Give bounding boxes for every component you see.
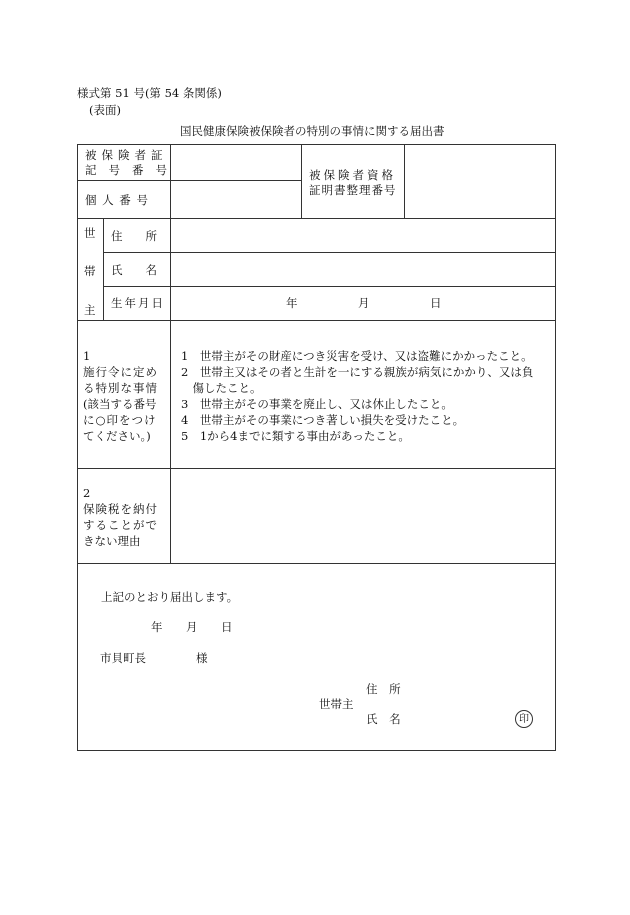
householder-side-3: 主	[84, 303, 96, 317]
birth-month-label: 月	[358, 296, 370, 310]
divider	[170, 144, 171, 218]
section1-label-line: に○印をつけ	[83, 413, 157, 427]
insured-card-label-2: 記号番号	[85, 163, 179, 177]
householder-side-1: 世	[84, 226, 96, 240]
reason-item[interactable]: 2 世帯主又はその者と生計を一にする親族が病気にかかり、又は負	[181, 365, 534, 379]
front-side-label: (表面)	[89, 103, 121, 117]
section2-label-line: きない理由	[83, 534, 141, 548]
footer-address-label: 住 所	[366, 682, 405, 696]
divider	[77, 320, 556, 321]
statement: 上記のとおり届出します。	[101, 590, 239, 604]
reason-item[interactable]: 1 世帯主がその財産につき災害を受け、又は盗難にかかったこと。	[181, 349, 533, 363]
divider	[77, 468, 556, 469]
address-label: 住 所	[111, 229, 157, 243]
reason-item[interactable]: 4 世帯主がその事業につき著しい損失を受けたこと。	[181, 413, 465, 427]
name-label: 氏 名	[111, 263, 157, 277]
householder-address-field[interactable]	[172, 220, 554, 250]
cert-number-field[interactable]	[406, 146, 554, 216]
birth-year-label: 年	[286, 296, 298, 310]
submit-month-label: 月	[186, 620, 198, 634]
reason-item-continued: 傷したこと。	[181, 381, 262, 395]
insured-card-label-1: 被保険者証	[85, 148, 168, 162]
section1-label-line: てください。)	[83, 429, 151, 443]
section2-number: 2	[83, 486, 91, 500]
section1-number: 1	[83, 349, 91, 363]
divider	[77, 563, 556, 564]
footer-name-label: 氏 名	[366, 712, 405, 726]
seal-mark: 印	[515, 710, 533, 728]
honorific: 様	[196, 651, 208, 665]
cert-label-1: 被保険者資格	[309, 168, 396, 182]
householder-side-2: 帯	[84, 264, 96, 278]
insured-card-number-field[interactable]	[172, 146, 299, 178]
section1-label-line: る特別な事情	[83, 381, 158, 395]
addressee: 市貝町長	[100, 651, 146, 665]
reason-item[interactable]: 5 1から4までに類する事由があったこと。	[181, 429, 410, 443]
divider	[301, 144, 302, 218]
form-number: 様式第 51 号(第 54 条関係)	[77, 86, 222, 100]
divider	[77, 218, 556, 219]
birth-day-label: 日	[430, 296, 442, 310]
reason-detail-field[interactable]	[172, 470, 554, 561]
section1-label-line: (該当する番号	[83, 397, 157, 411]
birthdate-label: 生年月日	[111, 296, 165, 310]
form-title: 国民健康保険被保険者の特別の事情に関する届出書	[180, 124, 445, 138]
reason-item[interactable]: 3 世帯主がその事業を廃止し、又は休止したこと。	[181, 397, 453, 411]
divider	[404, 144, 405, 218]
submit-year-label: 年	[151, 620, 163, 634]
footer-householder-label: 世帯主	[319, 697, 354, 711]
divider	[103, 218, 104, 320]
personal-number-field[interactable]	[172, 182, 299, 216]
cert-label-2: 証明書整理番号	[309, 183, 397, 197]
section1-label-line: 施行令に定め	[83, 365, 158, 379]
section2-label-line: 保険税を納付	[83, 502, 158, 516]
submit-day-label: 日	[221, 620, 233, 634]
personal-number-label: 個 人 番 号	[85, 193, 149, 207]
householder-name-field[interactable]	[172, 254, 554, 284]
divider	[170, 218, 171, 563]
section2-label-line: することがで	[83, 518, 158, 532]
divider	[77, 180, 301, 181]
